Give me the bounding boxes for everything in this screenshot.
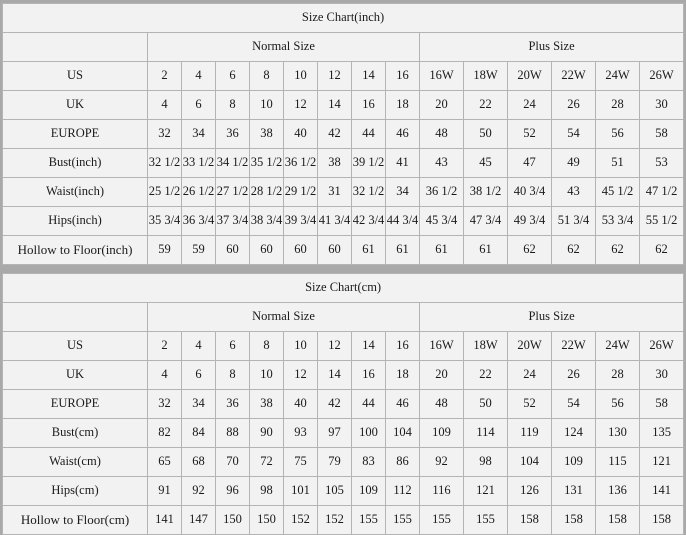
cell: 155	[420, 506, 464, 535]
cell: 6	[216, 332, 250, 361]
table-row	[3, 149, 684, 178]
cell: 18W	[464, 62, 508, 91]
table-row	[3, 332, 684, 361]
cell: 22	[464, 91, 508, 120]
row-label: EUROPE	[3, 390, 148, 419]
cell: 16W	[420, 332, 464, 361]
cell: 61	[464, 236, 508, 265]
cell: 8	[216, 361, 250, 390]
cell: 4	[148, 361, 182, 390]
row-label: Hollow to Floor(cm)	[3, 506, 148, 535]
cell: 59	[182, 236, 216, 265]
cell: 8	[250, 62, 284, 91]
cell: 56	[596, 120, 640, 149]
cell: 92	[420, 448, 464, 477]
cell: 2	[148, 332, 182, 361]
cell: 38	[318, 149, 352, 178]
cell: 30	[640, 91, 684, 120]
cell: 38	[250, 390, 284, 419]
table-row	[3, 390, 684, 419]
cell: 34	[182, 120, 216, 149]
row-label: Hips(cm)	[3, 477, 148, 506]
cell: 98	[250, 477, 284, 506]
cell: 60	[250, 236, 284, 265]
cell: 22W	[552, 62, 596, 91]
cell: 37 3/4	[216, 207, 250, 236]
cell: 43	[420, 149, 464, 178]
cell: 40	[284, 120, 318, 149]
size-chart-inch-block	[2, 3, 684, 265]
cell: 54	[552, 120, 596, 149]
cell: 55 1/2	[640, 207, 684, 236]
cell: 79	[318, 448, 352, 477]
row-label: Hips(inch)	[3, 207, 148, 236]
cell: 158	[552, 506, 596, 535]
size-chart-cm-block	[2, 273, 684, 535]
cell: 136	[596, 477, 640, 506]
cell: 56	[596, 390, 640, 419]
cell: 62	[552, 236, 596, 265]
cell: 158	[640, 506, 684, 535]
cell: 16	[352, 91, 386, 120]
cell: 41 3/4	[318, 207, 352, 236]
row-label: Waist(inch)	[3, 178, 148, 207]
cell: 2	[148, 62, 182, 91]
cell: 51 3/4	[552, 207, 596, 236]
cell: 44	[352, 120, 386, 149]
cell: 26W	[640, 332, 684, 361]
row-label: EUROPE	[3, 120, 148, 149]
cell: 68	[182, 448, 216, 477]
cell: 24W	[596, 332, 640, 361]
cell: 61	[386, 236, 420, 265]
cell: 6	[182, 361, 216, 390]
cell: 33 1/2	[182, 149, 216, 178]
cell: 12	[318, 62, 352, 91]
cell: 10	[284, 62, 318, 91]
cell: 141	[148, 506, 182, 535]
cell: 18	[386, 361, 420, 390]
chart-title: Size Chart(cm)	[3, 274, 684, 303]
cell: 29 1/2	[284, 178, 318, 207]
cell: 34	[386, 178, 420, 207]
cell: 31	[318, 178, 352, 207]
cell: 18W	[464, 332, 508, 361]
chart-title: Size Chart(inch)	[3, 4, 684, 33]
group-header-normal-size: Normal Size	[148, 303, 420, 332]
cell: 50	[464, 390, 508, 419]
table-row	[3, 361, 684, 390]
cell: 38	[250, 120, 284, 149]
cell: 6	[182, 91, 216, 120]
cell: 51	[596, 149, 640, 178]
row-label: Bust(cm)	[3, 419, 148, 448]
cell: 10	[250, 91, 284, 120]
cell: 16W	[420, 62, 464, 91]
cell: 4	[148, 91, 182, 120]
size-chart-cm-table	[2, 273, 684, 535]
cell: 4	[182, 332, 216, 361]
cell: 114	[464, 419, 508, 448]
cell: 42 3/4	[352, 207, 386, 236]
cell: 84	[182, 419, 216, 448]
table-row	[3, 91, 684, 120]
row-label: Bust(inch)	[3, 149, 148, 178]
cell: 27 1/2	[216, 178, 250, 207]
cell: 61	[352, 236, 386, 265]
cell: 60	[318, 236, 352, 265]
cell: 104	[386, 419, 420, 448]
cell: 10	[250, 361, 284, 390]
cell: 112	[386, 477, 420, 506]
cell: 20W	[508, 332, 552, 361]
cell: 131	[552, 477, 596, 506]
cell: 91	[148, 477, 182, 506]
cell: 88	[216, 419, 250, 448]
table-group-row	[3, 303, 684, 332]
cell: 158	[596, 506, 640, 535]
cell: 32 1/2	[352, 178, 386, 207]
cell: 150	[216, 506, 250, 535]
cell: 97	[318, 419, 352, 448]
table-corner	[3, 303, 148, 332]
cell: 58	[640, 120, 684, 149]
cell: 62	[640, 236, 684, 265]
cell: 152	[318, 506, 352, 535]
cell: 72	[250, 448, 284, 477]
cell: 6	[216, 62, 250, 91]
cell: 24	[508, 91, 552, 120]
cell: 44 3/4	[386, 207, 420, 236]
cell: 14	[318, 361, 352, 390]
cell: 42	[318, 120, 352, 149]
group-header-plus-size: Plus Size	[420, 33, 684, 62]
cell: 124	[552, 419, 596, 448]
cell: 158	[508, 506, 552, 535]
cell: 100	[352, 419, 386, 448]
size-chart-inch-table	[2, 3, 684, 265]
cell: 26W	[640, 62, 684, 91]
table-row	[3, 506, 684, 535]
cell: 42	[318, 390, 352, 419]
cell: 41	[386, 149, 420, 178]
cell: 60	[216, 236, 250, 265]
cell: 16	[352, 361, 386, 390]
cell: 16	[386, 332, 420, 361]
cell: 32 1/2	[148, 149, 182, 178]
table-title-row	[3, 4, 684, 33]
cell: 48	[420, 390, 464, 419]
cell: 45 3/4	[420, 207, 464, 236]
cell: 119	[508, 419, 552, 448]
cell: 116	[420, 477, 464, 506]
cell: 45 1/2	[596, 178, 640, 207]
cell: 12	[284, 91, 318, 120]
cell: 16	[386, 62, 420, 91]
cell: 38 1/2	[464, 178, 508, 207]
cell: 36 1/2	[284, 149, 318, 178]
cell: 155	[386, 506, 420, 535]
cell: 135	[640, 419, 684, 448]
cell: 61	[420, 236, 464, 265]
cell: 12	[284, 361, 318, 390]
cell: 18	[386, 91, 420, 120]
cell: 26	[552, 91, 596, 120]
table-group-row	[3, 33, 684, 62]
cell: 53	[640, 149, 684, 178]
cell: 28 1/2	[250, 178, 284, 207]
cell: 83	[352, 448, 386, 477]
table-row	[3, 120, 684, 149]
cell: 26 1/2	[182, 178, 216, 207]
cell: 47 1/2	[640, 178, 684, 207]
row-label: UK	[3, 361, 148, 390]
cell: 24W	[596, 62, 640, 91]
cell: 150	[250, 506, 284, 535]
cell: 8	[250, 332, 284, 361]
cell: 121	[640, 448, 684, 477]
cell: 86	[386, 448, 420, 477]
cell: 62	[508, 236, 552, 265]
cell: 36	[216, 390, 250, 419]
cell: 39 1/2	[352, 149, 386, 178]
cell: 36 1/2	[420, 178, 464, 207]
cell: 30	[640, 361, 684, 390]
cell: 20	[420, 361, 464, 390]
cell: 58	[640, 390, 684, 419]
cell: 40 3/4	[508, 178, 552, 207]
cell: 49 3/4	[508, 207, 552, 236]
cell: 70	[216, 448, 250, 477]
cell: 47 3/4	[464, 207, 508, 236]
table-corner	[3, 33, 148, 62]
cell: 96	[216, 477, 250, 506]
cell: 10	[284, 332, 318, 361]
cell: 48	[420, 120, 464, 149]
cell: 14	[318, 91, 352, 120]
cell: 28	[596, 91, 640, 120]
cell: 121	[464, 477, 508, 506]
cell: 38 3/4	[250, 207, 284, 236]
cell: 28	[596, 361, 640, 390]
table-row	[3, 477, 684, 506]
cell: 109	[420, 419, 464, 448]
cell: 46	[386, 390, 420, 419]
cell: 50	[464, 120, 508, 149]
table-row	[3, 448, 684, 477]
cell: 35 1/2	[250, 149, 284, 178]
cell: 14	[352, 332, 386, 361]
cell: 93	[284, 419, 318, 448]
cell: 155	[464, 506, 508, 535]
cell: 115	[596, 448, 640, 477]
cell: 34 1/2	[216, 149, 250, 178]
cell: 26	[552, 361, 596, 390]
cell: 52	[508, 390, 552, 419]
cell: 22	[464, 361, 508, 390]
group-header-normal-size: Normal Size	[148, 33, 420, 62]
cell: 60	[284, 236, 318, 265]
table-row	[3, 62, 684, 91]
cell: 44	[352, 390, 386, 419]
cell: 22W	[552, 332, 596, 361]
cell: 155	[352, 506, 386, 535]
cell: 20W	[508, 62, 552, 91]
table-title-row	[3, 274, 684, 303]
cell: 43	[552, 178, 596, 207]
cell: 46	[386, 120, 420, 149]
row-label: US	[3, 332, 148, 361]
cell: 54	[552, 390, 596, 419]
cell: 59	[148, 236, 182, 265]
cell: 45	[464, 149, 508, 178]
cell: 40	[284, 390, 318, 419]
cell: 126	[508, 477, 552, 506]
cell: 20	[420, 91, 464, 120]
cell: 36	[216, 120, 250, 149]
cell: 109	[552, 448, 596, 477]
cell: 25 1/2	[148, 178, 182, 207]
cell: 39 3/4	[284, 207, 318, 236]
cell: 101	[284, 477, 318, 506]
cell: 62	[596, 236, 640, 265]
cell: 52	[508, 120, 552, 149]
cell: 90	[250, 419, 284, 448]
row-label: Waist(cm)	[3, 448, 148, 477]
cell: 105	[318, 477, 352, 506]
cell: 32	[148, 390, 182, 419]
cell: 75	[284, 448, 318, 477]
cell: 34	[182, 390, 216, 419]
cell: 109	[352, 477, 386, 506]
cell: 53 3/4	[596, 207, 640, 236]
cell: 8	[216, 91, 250, 120]
cell: 98	[464, 448, 508, 477]
cell: 32	[148, 120, 182, 149]
row-label: US	[3, 62, 148, 91]
cell: 92	[182, 477, 216, 506]
cell: 12	[318, 332, 352, 361]
cell: 152	[284, 506, 318, 535]
table-row	[3, 419, 684, 448]
group-header-plus-size: Plus Size	[420, 303, 684, 332]
cell: 147	[182, 506, 216, 535]
cell: 141	[640, 477, 684, 506]
cell: 14	[352, 62, 386, 91]
cell: 35 3/4	[148, 207, 182, 236]
cell: 130	[596, 419, 640, 448]
cell: 49	[552, 149, 596, 178]
cell: 65	[148, 448, 182, 477]
cell: 24	[508, 361, 552, 390]
table-row	[3, 207, 684, 236]
cell: 36 3/4	[182, 207, 216, 236]
cell: 104	[508, 448, 552, 477]
table-row	[3, 178, 684, 207]
table-row	[3, 236, 684, 265]
cell: 47	[508, 149, 552, 178]
row-label: Hollow to Floor(inch)	[3, 236, 148, 265]
cell: 82	[148, 419, 182, 448]
cell: 4	[182, 62, 216, 91]
row-label: UK	[3, 91, 148, 120]
